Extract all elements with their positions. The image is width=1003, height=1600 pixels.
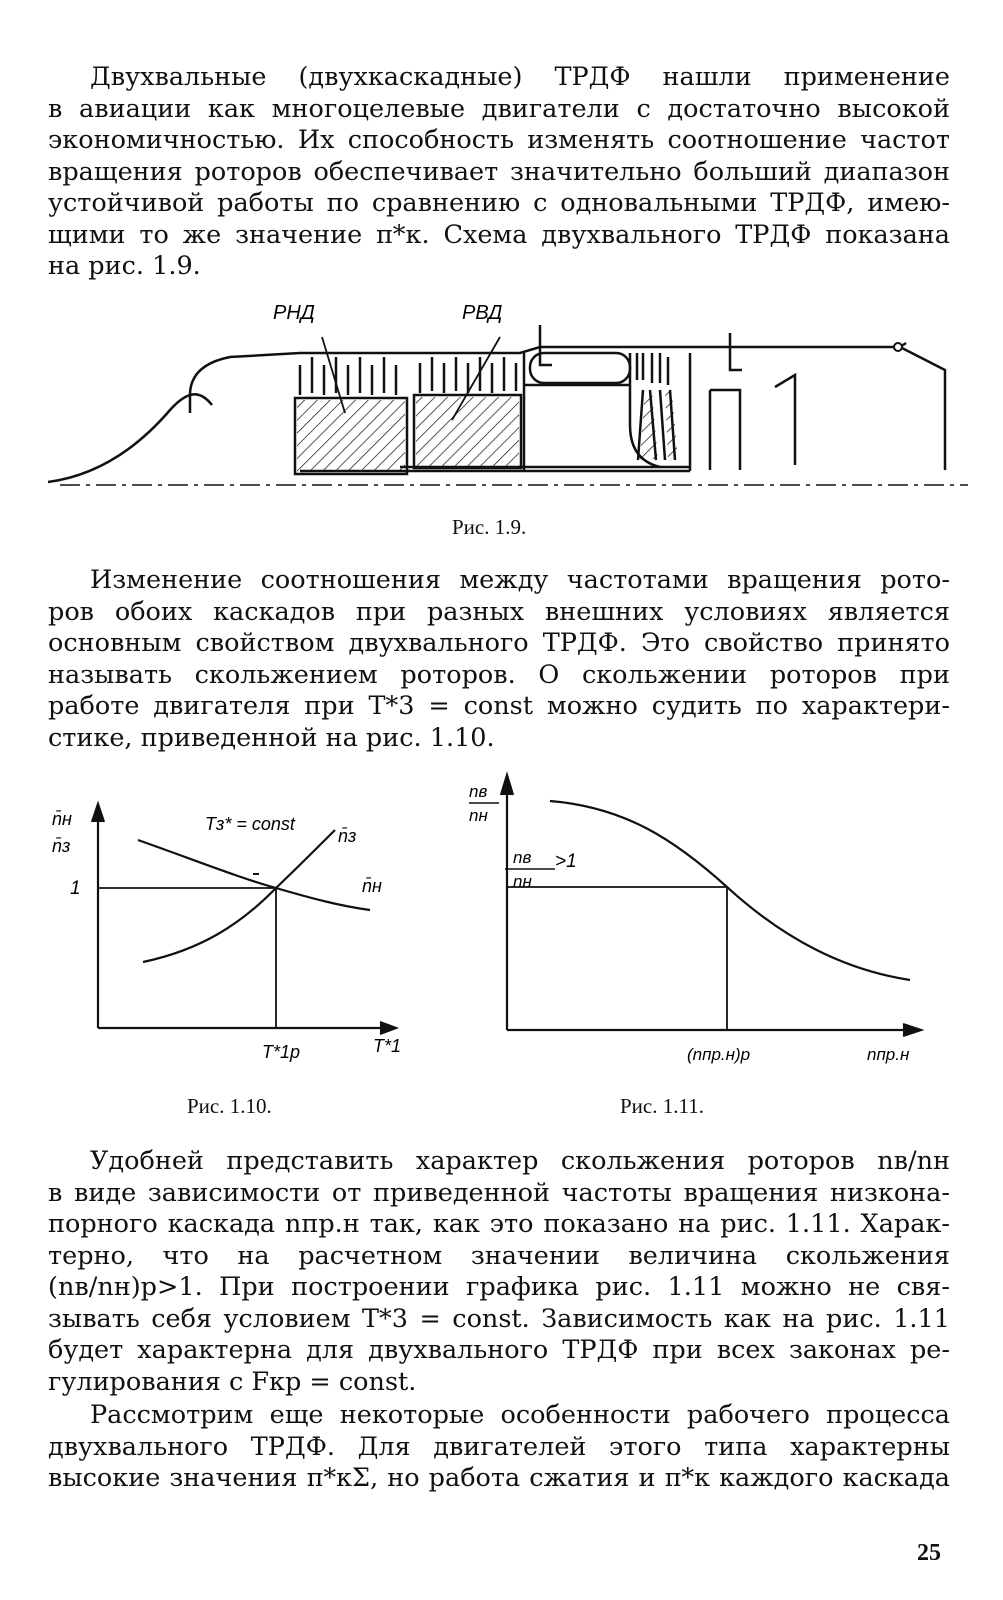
paragraph-3 xyxy=(48,1146,950,1398)
text-line: устойчивой работы по сравнению с одновальными ТРДФ, имею- xyxy=(48,188,950,218)
y-label-bottom: nн xyxy=(469,806,488,825)
text-line: двухвального ТРДФ. Для двигателей этого типа характерны xyxy=(48,1431,950,1462)
curve-label-nh: n̄н xyxy=(362,876,382,896)
text-line: (nв/nн)р>1. При построении графика рис. 1.11 можно не свя- xyxy=(48,1272,950,1302)
figure-1-10-chart xyxy=(40,790,410,1080)
figure-1-9-engine-schematic xyxy=(40,295,970,495)
y-label-top: nв xyxy=(469,782,488,801)
x-axis-label: nпр.н xyxy=(867,1045,910,1064)
text-line: в авиации как многоцелевые двигатели с достаточно высокой xyxy=(48,93,950,124)
text-line: терно, что на расчетном значении величина скольжения xyxy=(48,1240,950,1271)
caption-fig-1-9: Рис. 1.9. xyxy=(452,515,527,539)
text-line: будет характерна для двухвального ТРДФ при всех законах ре- xyxy=(48,1335,950,1365)
text-line: Изменение соотношения между частотами вращения рото- xyxy=(90,565,950,595)
ratio-top: nв xyxy=(513,848,532,867)
y-axis-label-nh: n̄н xyxy=(52,809,72,829)
text-line: ров обоих каскадов при разных внешних условиях является xyxy=(48,596,950,627)
text-line: вращения роторов обеспечивает значительно больший диапазон xyxy=(48,156,950,187)
text-line: работе двигателя при T*3 = const можно судить по характери- xyxy=(48,691,950,721)
page-number: 25 xyxy=(917,1540,941,1566)
y-axis-label-n3: n̄з xyxy=(52,836,71,856)
text-line: в виде зависимости от приведенной частоты вращения низкона- xyxy=(48,1177,950,1208)
text-line: Двухвальные (двухкаскадные) ТРДФ нашли применение xyxy=(90,62,950,92)
text-line: экономичностью. Их способность изменять соотношение частот xyxy=(48,125,950,155)
label-rnd: РНД xyxy=(273,302,315,324)
figure-1-11-chart xyxy=(455,765,935,1075)
text-line: зывать себя условием T*3 = const. Зависимость как на рис. 1.11 xyxy=(48,1303,950,1334)
tick-label-1: 1 xyxy=(70,878,81,899)
paragraph-2 xyxy=(48,565,950,754)
x-tick-design: (nпр.н)р xyxy=(687,1045,751,1064)
text-line: Рассмотрим еще некоторые особенности рабочего процесса xyxy=(90,1400,950,1430)
text-line: щими то же значение π*к. Схема двухвального ТРДФ показана xyxy=(48,219,950,250)
caption-fig-1-11: Рис. 1.11. xyxy=(620,1094,704,1118)
text-line: высокие значения π*кΣ, но работа сжатия и π*к каждого каскада xyxy=(48,1463,950,1493)
ratio-bottom: nн xyxy=(513,872,532,891)
text-line: на рис. 1.9. xyxy=(48,251,201,281)
paragraph-4 xyxy=(48,1400,950,1495)
curve-title: Tз* = const xyxy=(205,814,295,834)
curve-slip xyxy=(550,801,910,980)
x-axis-label: T*1 xyxy=(373,1036,402,1056)
x-tick-t1p: T*1р xyxy=(262,1042,301,1062)
paragraph-1 xyxy=(48,62,950,283)
text-line: Удобней представить характер скольжения роторов nв/nн xyxy=(90,1146,950,1176)
ratio-rel: >1 xyxy=(555,851,577,872)
text-line: порного каскада nпр.н так, как это показано на рис. 1.11. Харак- xyxy=(48,1209,950,1239)
label-rvd: РВД xyxy=(462,302,503,324)
text-line: называть скольжением роторов. О скольжении роторов при xyxy=(48,659,950,690)
text-line: гулирования с Fкр = const. xyxy=(48,1366,417,1397)
curve-label-n3: n̄з xyxy=(338,826,357,846)
text-line: основным свойством двухвального ТРДФ. Это свойство принято xyxy=(48,628,950,658)
text-line: стике, приведенной на рис. 1.10. xyxy=(48,722,495,753)
caption-fig-1-10: Рис. 1.10. xyxy=(187,1094,272,1118)
